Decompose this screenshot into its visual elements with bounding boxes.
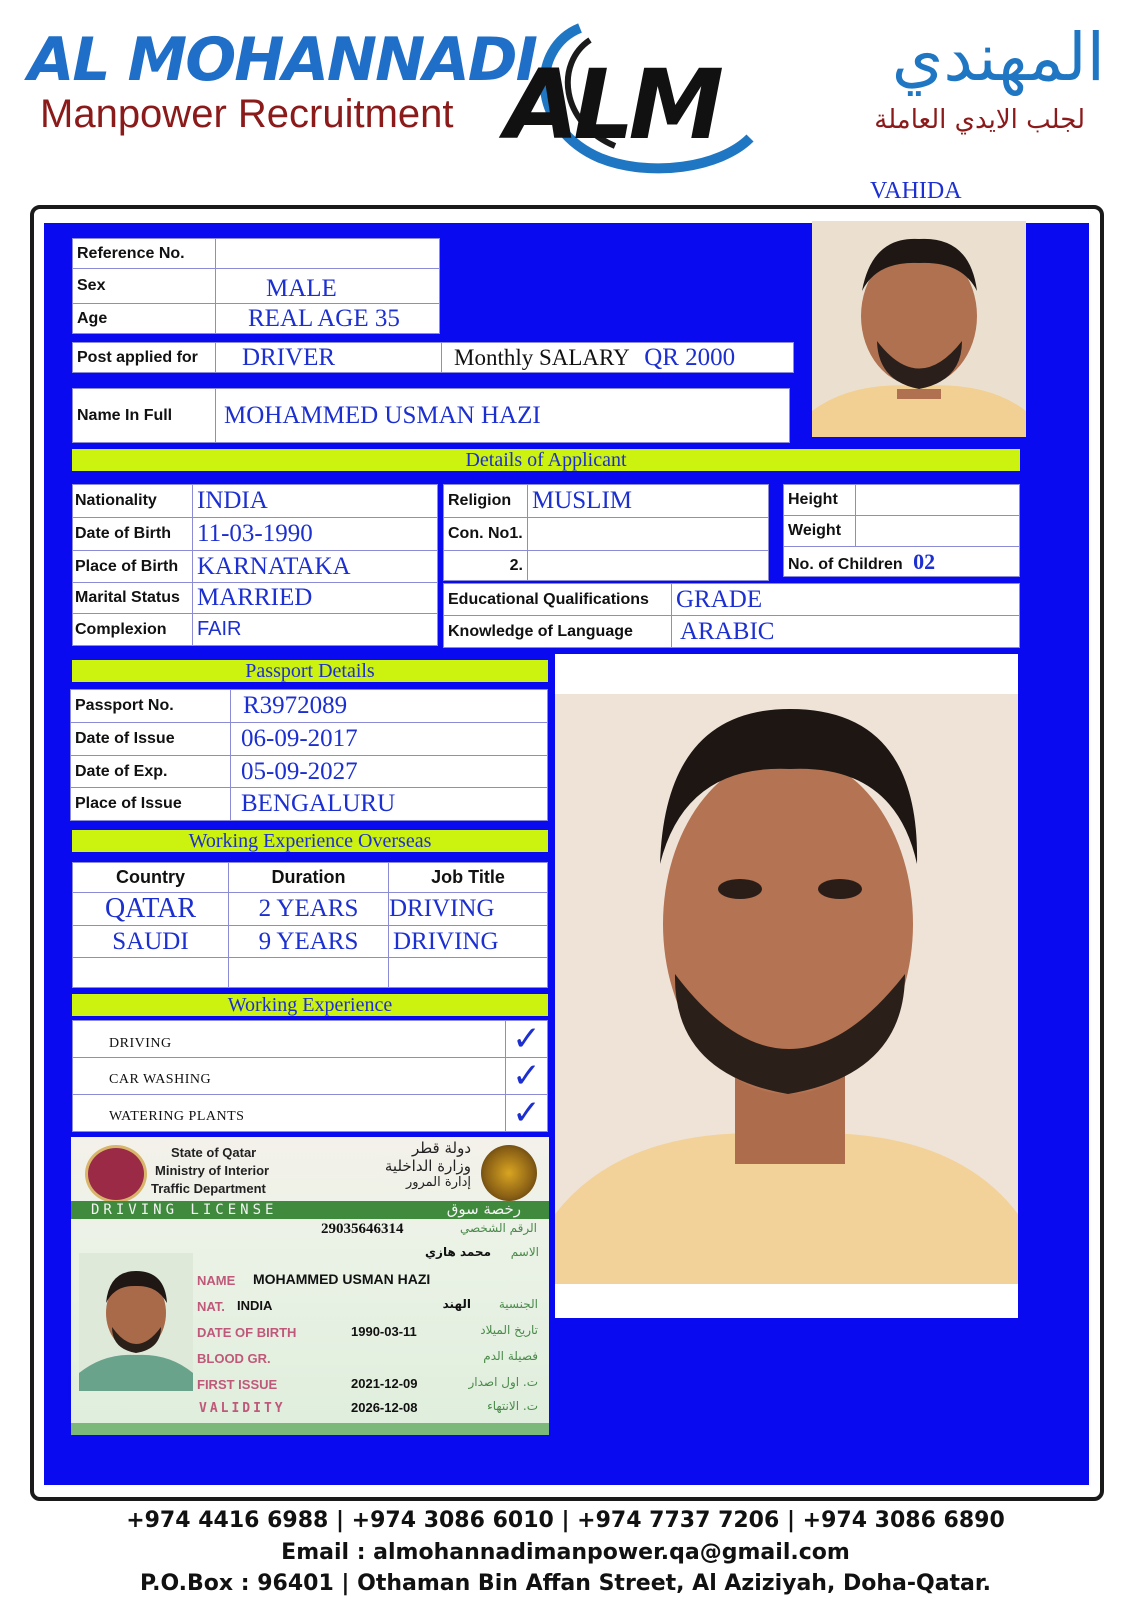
pob-label: Place of Birth (73, 551, 193, 583)
details-right-table (783, 484, 1020, 577)
salary-value: QR 2000 (644, 343, 736, 371)
passport-no-label: Passport No. (71, 690, 231, 723)
license-nat-ar-label: الجنسية (498, 1297, 538, 1311)
license-validity-label: VALIDITY (199, 1401, 286, 1416)
post-value: DRIVER (216, 343, 442, 373)
license-validity-value: 2026-12-08 (351, 1400, 418, 1415)
list-item (73, 1058, 548, 1095)
dob-label: Date of Birth (73, 518, 193, 551)
table-row (73, 893, 548, 926)
children-label: No. of Children (788, 555, 903, 573)
overseas-empty-cell (229, 958, 389, 988)
license-blood-ar: فصيلة الدم (483, 1349, 538, 1363)
checkmark-icon: ✓ (506, 1095, 548, 1132)
footer-phones: +974 4416 6988 | +974 3086 6010 | +974 7737 7206 | +974 3086 6890 (126, 1508, 1005, 1533)
license-title-ar: رخصة سوق (446, 1200, 521, 1218)
logo-alm: ALM (505, 49, 718, 161)
details-title-bar: Details of Applicant (72, 449, 1020, 471)
driving-license-card (71, 1137, 549, 1435)
marital-value: MARRIED (193, 583, 438, 614)
person-photo-icon (555, 654, 1018, 1318)
brand-subtitle-arabic: لجلب الايدي العاملة (874, 105, 1085, 135)
footer-email: Email : almohannadimanpower.qa@gmail.com (281, 1540, 850, 1565)
religion-value: MUSLIM (528, 485, 769, 518)
license-state-ar: دولة قطر (411, 1139, 471, 1157)
license-bottom-band (71, 1423, 549, 1435)
salary-cell (442, 343, 794, 373)
license-id-label-ar: الرقم الشخصي (460, 1221, 537, 1235)
license-ministry-ar: وزارة الداخلية (384, 1157, 471, 1175)
name-value: MOHAMMED USMAN HAZI (216, 389, 790, 443)
overseas-empty-cell (73, 958, 229, 988)
license-department: Traffic Department (151, 1181, 266, 1196)
nationality-label: Nationality (73, 485, 193, 518)
language-label: Knowledge of Language (444, 616, 672, 648)
complexion-value: FAIR (193, 614, 438, 646)
age-value: REAL AGE 35 (216, 304, 440, 334)
brand-name-english: AL MOHANNADI (28, 25, 536, 95)
name-label: Name In Full (73, 389, 216, 443)
con2-label: 2. (444, 551, 528, 581)
overseas-duration: 2 YEARS (229, 893, 389, 926)
post-table (72, 342, 794, 373)
con2-value (528, 551, 769, 581)
nationality-value: INDIA (193, 485, 438, 518)
pob-value: KARNATAKA (193, 551, 438, 583)
con1-value (528, 518, 769, 551)
applicant-photo-small (812, 221, 1026, 437)
license-first-issue-ar: ت. اول اصدار (468, 1375, 538, 1389)
license-id-number: 29035646314 (321, 1221, 404, 1237)
license-name-ar-value: محمد هازي (425, 1245, 491, 1259)
agent-name: VAHIDA (870, 178, 962, 204)
passport-place-label: Place of Issue (71, 788, 231, 821)
overseas-header-country: Country (73, 863, 229, 893)
applicant-photo-large (555, 654, 1018, 1318)
license-ministry: Ministry of Interior (155, 1163, 270, 1178)
experience-item: DRIVING (73, 1021, 506, 1058)
license-first-issue-label: FIRST ISSUE (197, 1377, 278, 1392)
passport-table (70, 689, 548, 821)
license-nat-value: INDIA (237, 1298, 273, 1313)
checkmark-icon: ✓ (506, 1021, 548, 1058)
details-left-table (72, 484, 438, 646)
overseas-header-job: Job Title (389, 863, 548, 893)
license-dob-value: 1990-03-11 (351, 1324, 417, 1339)
list-item (73, 1021, 548, 1058)
license-name-label: NAME (197, 1273, 236, 1288)
weight-label: Weight (784, 516, 856, 547)
brand-name-arabic: المهندي (891, 19, 1105, 96)
license-name-value: MOHAMMED USMAN HAZI (253, 1271, 431, 1287)
gcc-emblem-icon (481, 1145, 537, 1201)
checkmark-icon: ✓ (506, 1058, 548, 1095)
license-dob-ar: تاريخ الميلاد (480, 1323, 538, 1337)
sex-label: Sex (73, 269, 216, 304)
religion-label: Religion (444, 485, 528, 518)
post-label: Post applied for (73, 343, 216, 373)
marital-label: Marital Status (73, 583, 193, 614)
license-department-ar: إدارة المرور (405, 1175, 471, 1190)
person-photo-icon (79, 1253, 193, 1391)
brand-subtitle: Manpower Recruitment (40, 92, 454, 136)
license-state: State of Qatar (171, 1145, 257, 1160)
height-label: Height (784, 485, 856, 516)
complexion-label: Complexion (73, 614, 193, 646)
license-photo (79, 1253, 193, 1391)
overseas-title-bar: Working Experience Overseas (72, 830, 548, 852)
table-row (73, 926, 548, 958)
passport-issue-label: Date of Issue (71, 723, 231, 756)
footer-address: P.O.Box : 96401 | Othaman Bin Affan Street, Al Aziziyah, Doha-Qatar. (140, 1571, 991, 1596)
license-name-ar-label: الاسم (510, 1245, 539, 1259)
overseas-table (72, 862, 548, 988)
education-table (443, 583, 1020, 648)
education-value: GRADE (672, 584, 1020, 616)
license-validity-ar: ت. الانتهاء (487, 1399, 538, 1413)
reference-label: Reference No. (73, 239, 216, 269)
overseas-empty-cell (389, 958, 548, 988)
experience-table (72, 1020, 548, 1132)
license-blood-label: BLOOD GR. (197, 1351, 271, 1366)
license-dob-label: DATE OF BIRTH (197, 1325, 297, 1340)
education-label: Educational Qualifications (444, 584, 672, 616)
experience-item: CAR WASHING (73, 1058, 506, 1095)
children-value: 02 (913, 548, 936, 574)
sex-value: MALE (216, 269, 440, 304)
reference-value (216, 239, 440, 269)
passport-no-value: R3972089 (231, 690, 548, 723)
children-cell (784, 547, 1020, 577)
overseas-country: SAUDI (73, 926, 229, 958)
weight-value (856, 516, 1020, 547)
passport-issue-value: 06-09-2017 (231, 723, 548, 756)
license-nat-label: NAT. (197, 1299, 225, 1314)
table-row (73, 958, 548, 988)
overseas-country: QATAR (73, 893, 229, 926)
person-photo-icon (812, 221, 1026, 437)
license-nat-ar-value: الهند (442, 1297, 471, 1311)
height-value (856, 485, 1020, 516)
passport-exp-label: Date of Exp. (71, 756, 231, 788)
overseas-job: DRIVING (389, 926, 548, 958)
experience-title-bar: Working Experience (72, 994, 548, 1016)
overseas-duration: 9 YEARS (229, 926, 389, 958)
license-first-issue-value: 2021-12-09 (351, 1376, 418, 1391)
license-title: DRIVING LICENSE (91, 1202, 278, 1218)
qatar-emblem-icon (85, 1145, 147, 1203)
overseas-header-duration: Duration (229, 863, 389, 893)
salary-label: Monthly SALARY (454, 344, 630, 370)
overseas-job: DRIVING (389, 893, 548, 926)
con1-label: Con. No1. (444, 518, 528, 551)
basic-info-table (72, 238, 440, 334)
passport-exp-value: 05-09-2027 (231, 756, 548, 788)
age-label: Age (73, 304, 216, 334)
experience-item: WATERING PLANTS (73, 1095, 506, 1132)
name-table (72, 388, 790, 443)
details-middle-table (443, 484, 769, 581)
list-item (73, 1095, 548, 1132)
passport-place-value: BENGALURU (231, 788, 548, 821)
language-value: ARABIC (672, 616, 1020, 648)
dob-value: 11-03-1990 (193, 518, 438, 551)
passport-title-bar: Passport Details (72, 660, 548, 682)
